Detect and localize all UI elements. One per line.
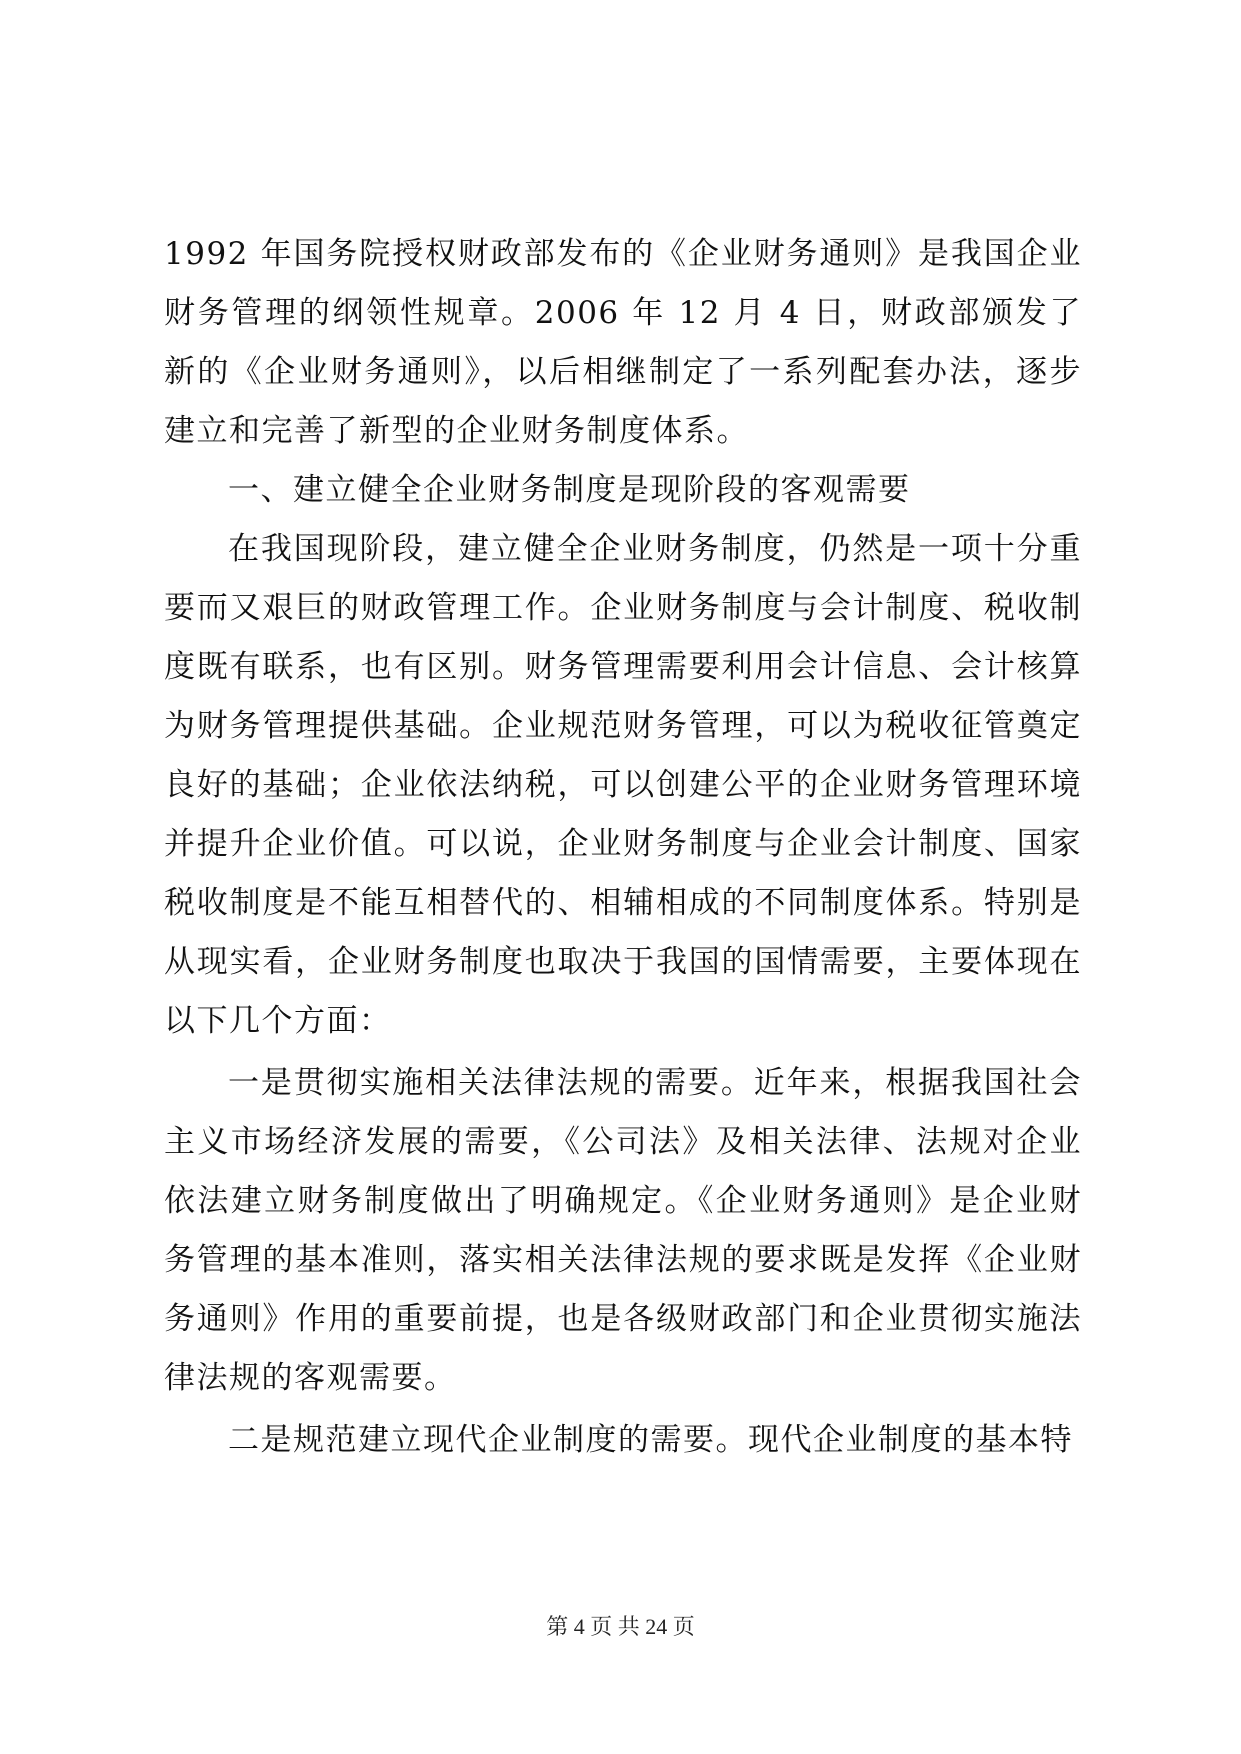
paragraph-current-stage: 在我国现阶段，建立健全企业财务制度，仍然是一项十分重要而又艰巨的财政管理工作。企业财务制度与会计制度、税收制度既有联系，也有区别。财务管理需要利用会计信息、会计核算为财务管理提供基础。企业规范财务管理，可以为税收征管奠定良好的基础；企业依法纳税，可以创建公平的企业财务管理环境并提升企业价值。可以说，企业财务制度与企业会计制度、国家税收制度是不能互相替代的、相辅相成的不同制度体系。特别是从现实看，企业财务制度也取决于我国的国情需要，主要体现在以下几个方面： [164, 531, 1082, 1039]
body-text [164, 225, 1082, 1470]
paragraph-point-two: 二是规范建立现代企业制度的需要。现代企业制度的基本特 [228, 1422, 1073, 1458]
page-footer: 第 4 页 共 24 页 [546, 1614, 695, 1639]
section-heading: 一、建立健全企业财务制度是现阶段的客观需要 [228, 472, 911, 508]
paragraph-point-one: 一是贯彻实施相关法律法规的需要。近年来，根据我国社会主义市场经济发展的需要，《公司法》及相关法律、法规对企业依法建立财务制度做出了明确规定。《企业财务通则》是企业财务管理的基本准则，落实相关法律法规的要求既是发挥《企业财务通则》作用的重要前提，也是各级财政部门和企业贯彻实施法律法规的客观需要。 [164, 1065, 1082, 1396]
paragraph-intro: 1992 年国务院授权财政部发布的《企业财务通则》是我国企业财务管理的纲领性规章。2006 年 12 月 4 日，财政部颁发了新的《企业财务通则》，以后相继制定了一系列配套办法，逐步建立和完善了新型的企业财务制度体系。 [164, 236, 1082, 449]
